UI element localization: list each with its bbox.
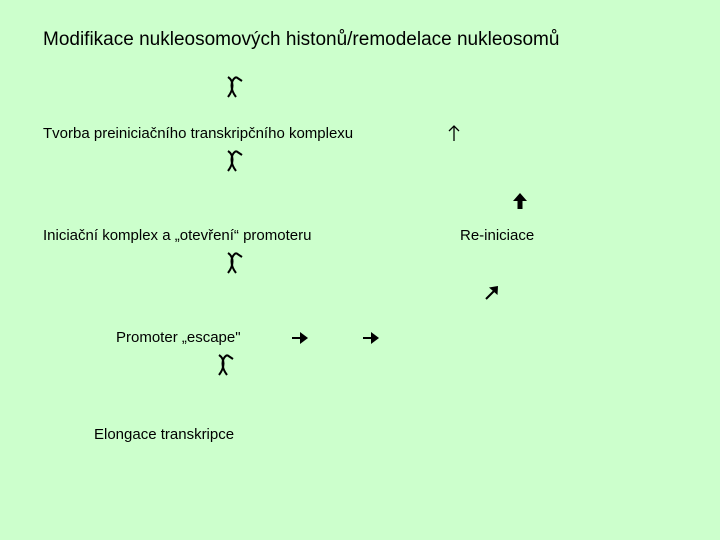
reinitiation-label: Re-iniciace: [460, 227, 535, 244]
right-arrow-icon: [291, 331, 309, 345]
thin-up-arrow-icon: [447, 124, 461, 142]
bold-up-arrow-icon: [512, 192, 528, 210]
step-promoter-escape: Promoter „escape": [116, 329, 241, 346]
double-curved-down-arrow-icon: [213, 353, 235, 377]
step-transcription-elongation: Elongace transkripce: [94, 426, 235, 443]
double-curved-down-arrow-icon: [222, 251, 244, 275]
up-right-arrow-icon: [483, 285, 499, 301]
step-initiation-complex: Iniciační komplex a „otevření“ promoteru: [43, 227, 312, 244]
diagram-title: Modifikace nukleosomových histonů/remodelace nukleosomů: [43, 29, 560, 50]
double-curved-down-arrow-icon: [222, 75, 244, 99]
double-curved-down-arrow-icon: [222, 149, 244, 173]
right-arrow-icon: [362, 331, 380, 345]
step-preinitiation-complex: Tvorba preiniciačního transkripčního komplexu: [43, 125, 354, 142]
